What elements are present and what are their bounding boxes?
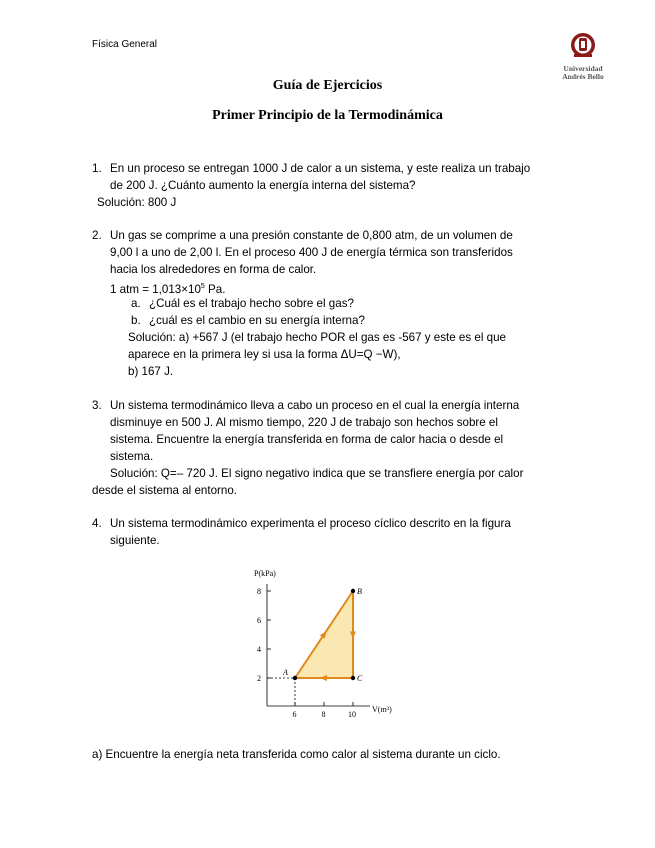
y-tick-label: 4 — [257, 645, 261, 654]
conversion-note: 1 atm = $1,013\times 10^5$ Pa. — [110, 282, 226, 296]
point-label-b: B — [357, 587, 362, 596]
logo-emblem-icon — [568, 32, 598, 60]
part-label: b. — [131, 314, 141, 327]
problem-line: sistema. — [110, 450, 154, 463]
solution-text: Solución: Q=– 720 J. El signo negativo indica que se transfiere energía por calor — [110, 467, 524, 480]
page-title: Guía de Ejercicios — [272, 78, 383, 93]
problem-line: sistema. Encuentre la energía transferida en forma de calor hacia o desde el — [110, 433, 504, 446]
point-a — [293, 676, 297, 680]
problem-line: de 200 J. ¿Cuánto aumento la energía interna del sistema? — [110, 179, 416, 192]
university-logo — [552, 32, 614, 81]
part-question: ¿cuál es el cambio en su energía interna? — [149, 314, 365, 327]
point-label-a: A — [283, 668, 288, 677]
part-question: ¿Cuál es el trabajo hecho sobre el gas? — [149, 297, 354, 310]
problem-line: Un gas se comprime a una presión constante de 0,800 atm, de un volumen de — [110, 229, 513, 242]
point-c — [351, 676, 355, 680]
problem-line: 9,00 l a uno de 2,00 l. En el proceso 400 J de energía térmica son transferidos — [110, 246, 513, 259]
x-tick-label: 8 — [321, 710, 326, 719]
course-name: Física General — [92, 39, 158, 50]
problem-number: 4. — [92, 517, 102, 530]
x-tick-label: 6 — [292, 710, 297, 719]
point-label-c: C — [357, 674, 363, 683]
problem-line: disminuye en 500 J. Al mismo tiempo, 220 J de trabajo son hechos sobre el — [110, 416, 498, 429]
pv-diagram — [252, 566, 412, 731]
problem-line: En un proceso se entregan 1000 J de calor a un sistema, y este realiza un trabajo — [110, 162, 531, 175]
solution-text: b) 167 J. — [128, 365, 174, 378]
x-axis-label: V(m³) — [372, 705, 392, 714]
problem-number: 1. — [92, 162, 102, 175]
problem-line: Un sistema termodinámico experimenta el proceso cíclico descrito en la figura — [110, 517, 511, 530]
problem-line: hacia los alrededores en forma de calor. — [110, 263, 317, 276]
solution-text: desde el sistema al entorno. — [92, 484, 238, 497]
x-tick-label: 10 — [348, 710, 356, 719]
question-a: a) Encuentre la energía neta transferida como calor al sistema durante un ciclo. — [92, 748, 501, 761]
y-axis-label: P(kPa) — [254, 569, 276, 578]
logo-text-line2: Andrés Bello — [562, 72, 604, 81]
problem-number: 2. — [92, 229, 102, 242]
y-tick-label: 6 — [257, 616, 261, 625]
problem-line: Un sistema termodinámico lleva a cabo un proceso en el cual la energía interna — [110, 399, 520, 412]
page-subtitle: Primer Principio de la Termodinámica — [212, 108, 443, 123]
problem-line: siguiente. — [110, 534, 160, 547]
problem-number: 3. — [92, 399, 102, 412]
point-b — [351, 589, 355, 593]
pv-chart-svg — [252, 566, 412, 726]
logo-text-line1: Universidad — [563, 64, 603, 73]
solution-text: Solución: 800 J — [97, 196, 177, 209]
solution-text: aparece en la primera ley si usa la forma ΔU=Q −W), — [128, 348, 401, 361]
part-label: a. — [131, 297, 141, 310]
solution-text: Solución: a) +567 J (el trabajo hecho POR el gas es -567 y este es el que — [128, 331, 506, 344]
y-tick-label: 2 — [257, 674, 261, 683]
y-tick-label: 8 — [257, 587, 261, 596]
